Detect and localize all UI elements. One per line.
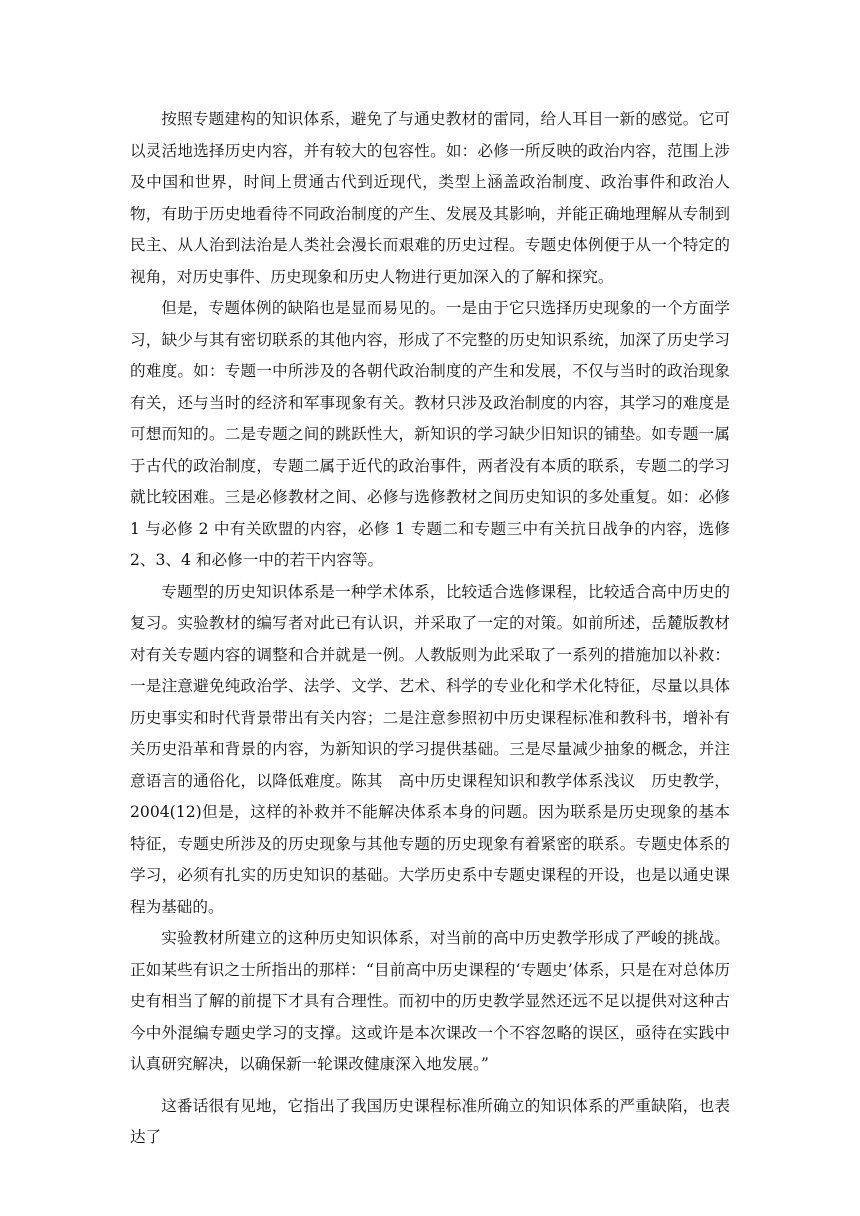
document-page [130, 104, 730, 1154]
paragraph-4: 实验教材所建立的这种历史知识体系，对当前的高中历史教学形成了严峻的挑战。正如某些有识之士所指出的那样：“目前高中历史课程的‘专题史’体系，只是在对总体历史有相当了解的前提下才具有合理性。而初中的历史教学显然还远不足以提供对这种古今中外混编专题史学习的支撑。这或许是本次课改一个不容忽略的误区，亟待在实践中认真研究解决，以确保新一轮课改健康深入地发展。” [130, 929, 730, 1073]
paragraph-3: 专题型的历史知识体系是一种学术体系，比较适合选修课程，比较适合高中历史的复习。实验教材的编写者对此已有认识，并采取了一定的对策。如前所述，岳麓版教材对有关专题内容的调整和合并就是一例。人教版则为此采取了一系列的措施加以补救：一是注意避免纯政治学、法学、文学、艺术、科学的专业化和学术化特征，尽量以具体历史事实和时代背景带出有关内容；二是注意参照初中历史课程标准和教科书，增补有关历史沿革和背景的内容，为新知识的学习提供基础。三是尽量减少抽象的概念，并注意语言的通俗化，以降低难度。陈其 高中历史课程知识和教学体系浅议 历史教学，2004(12)但是，这样的补救并不能解决体系本身的问题。因为联系是历史现象的基本特征，专题史所涉及的历史现象与其他专题的历史现象有着紧密的联系。专题史体系的学习，必须有扎实的历史知识的基础。大学历史系中专题史课程的开设，也是以通史课程为基础的。 [130, 582, 730, 916]
paragraph-1: 按照专题建构的知识体系，避免了与通史教材的雷同，给人耳目一新的感觉。它可以灵活地选择历史内容，并有较大的包容性。如：必修一所反映的政治内容，范围上涉及中国和世界，时间上贯通古代到近现代，类型上涵盖政治制度、政治事件和政治人物，有助于历史地看待不同政治制度的产生、发展及其影响，并能正确地理解从专制到民主、从人治到法治是人类社会漫长而艰难的历史过程。专题史体例便于从一个特定的视角，对历史事件、历史现象和历史人物进行更加深入的了解和探究。 [130, 110, 730, 286]
paragraph-2: 但是，专题体例的缺陷也是显而易见的。一是由于它只选择历史现象的一个方面学习，缺少与其有密切联系的其他内容，形成了不完整的历史知识系统，加深了历史学习的难度。如：专题一中所涉及的各朝代政治制度的产生和发展，不仅与当时的政治现象有关，还与当时的经济和军事现象有关。教材只涉及政治制度的内容，其学习的难度是可想而知的。二是专题之间的跳跃性大，新知识的学习缺少旧知识的铺垫。如专题一属于古代的政治制度，专题二属于近代的政治事件，两者没有本质的联系，专题二的学习就比较困难。三是必修教材之间、必修与选修教材之间历史知识的多处重复。如：必修 1 与必修 2 中有关欧盟的内容，必修 1 专题二和专题三中有关抗日战争的内容，选修 2、3、4 和必修一中的若干内容等。 [130, 299, 730, 569]
paragraph-5: 这番话很有见地，它指出了我国历史课程标准所确立的知识体系的严重缺陷，也表达了 [130, 1096, 730, 1146]
